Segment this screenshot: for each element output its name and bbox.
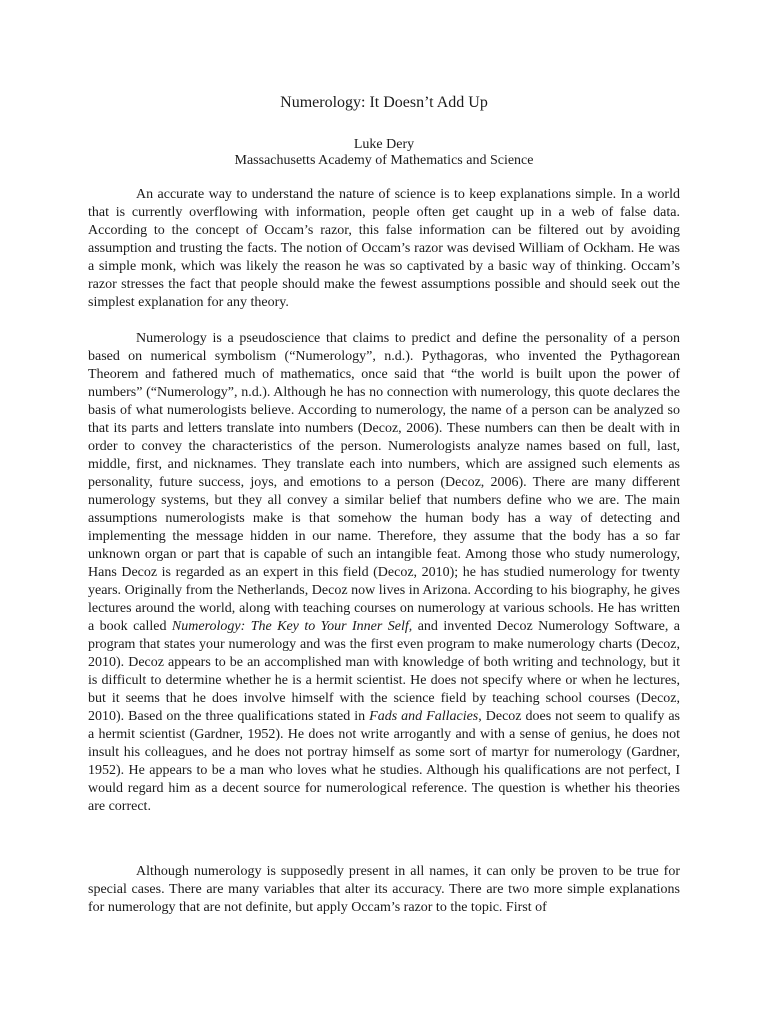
paragraph-text: Although numerology is supposedly present in all names, it can only be proven to be true for special cases. There are many variables that alter its accuracy. There are two more simple explanations for numerology that are not definite, but apply Occam’s razor to the topic. First of	[88, 864, 680, 915]
paragraph-text-part: , Decoz does not seem to qualify as a hermit scientist (Gardner, 1952). He does not write arrogantly and with a sense of genius, he does not insult his colleagues, and he does not portray himself as some sort of martyr for numerology (Gardner, 1952). He appears to be a man who loves what he studies. Although his qualifications are not perfect, I would regard him as a decent source for numerological reference. The question is whether his theories are correct.	[88, 709, 680, 814]
paragraph-text: An accurate way to understand the nature of science is to keep explanations simple. In a world that is currently overflowing with information, people often get caught up in a web of false data. According to the concept of Occam’s razor, this false information can be filtered out by avoiding assumption and trusting the facts. The notion of Occam’s razor was devised William of Ockham. He was a simple monk, which was likely the reason he was so captivated by a basic way of thinking. Occam’s razor stresses the fact that people should make the fewest assumptions possible and should seek out the simplest explanation for any theory.	[88, 187, 680, 310]
body-paragraph-intro	[88, 186, 680, 312]
book-title: Numerology: The Key to Your Inner Self	[171, 619, 409, 634]
reference-title: Fads and Fallacies	[369, 709, 479, 724]
paragraph-text	[88, 330, 680, 816]
paragraph-text-part: Numerology is a pseudoscience that claims to predict and define the personality of a person based on numerical symbolism (“Numerology”, n.d.). Pythagoras, who invented the Pythagorean Theorem and fathered much of mathematics, once said that “the world is built upon the power of numbers” (“Numerology”, n.d.). Although he has no connection with numerology, this quote declares the basis of what numerologists believe. According to numerology, the name of a person can be analyzed so that its parts and letters translate into numbers (Decoz, 2006). These numbers can then be dealt with in order to convey the characteristics of the person. Numerologists analyze names based on full, last, middle, first, and nicknames. They translate each into numbers, which are assigned such elements as personality, future success, joys, and emotions to a person (Decoz, 2006). There are many different numerology systems, but they all convey a similar belief that numbers define who we are. The main assumptions numerologists make is that somehow the human body has a way of detecting and implementing the message hidden in our name. Therefore, they assume that the body has a so far unknown organ or part that is capable of such an intangible feat. Among those who study numerology, Hans Decoz is regarded as an expert in this field (Decoz, 2010); he has studied numerology for twenty years. Originally from the Netherlands, Decoz now lives in Arizona. According to his biography, he gives lectures around the world, along with teaching courses on numerology at various schools. He has written a book called	[88, 331, 680, 634]
body-paragraph-explanations	[88, 863, 680, 917]
body-paragraph-numerology	[88, 330, 680, 816]
author-name: Luke Dery	[353, 137, 415, 152]
paragraph-text-part: , and invented Decoz Numerology Software, a program that states your numerology and was the first even program to make numerology charts (Decoz, 2010). Decoz appears to be an accomplished man with knowledge of both writing and technology, but it is difficult to determine whether he is a hermit scientist. He does not specify where or when he lectures, but it seems that he does involve himself with the science field by teaching school courses (Decoz, 2010). Based on the three qualifications stated in	[88, 619, 681, 724]
document-title: Numerology: It Doesn’t Add Up	[280, 94, 488, 111]
author-affiliation: Massachusetts Academy of Mathematics and Science	[234, 153, 534, 168]
